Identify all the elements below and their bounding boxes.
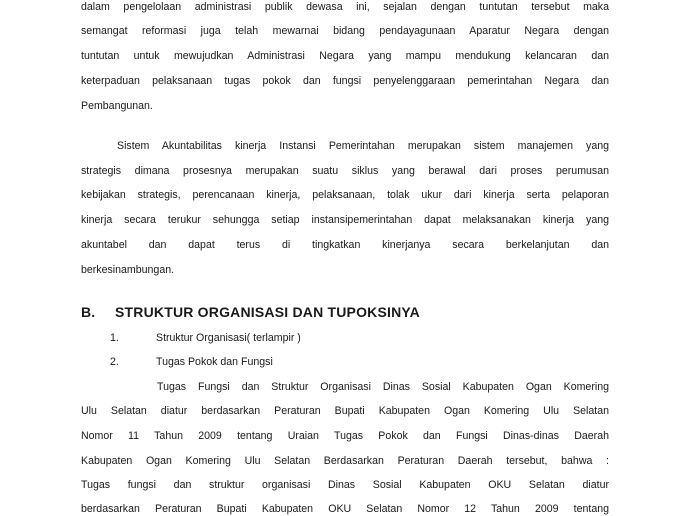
section-title: STRUKTUR ORGANISASI DAN TUPOKSINYA [115,304,420,320]
paragraph-2-line-5: akuntabel dan dapat terus di tingkatkan kinerjanya secara berkelanjutan dan [81,239,609,251]
paragraph-3-line-4: Kabupaten Ogan Komering Ulu Selatan Berdasarkan Peraturan Daerah tersebut, bahwa : [81,455,609,467]
paragraph-2-line-1: Sistem Akuntabilitas kinerja Instansi Pemerintahan merupakan sistem manajemen yang [117,140,609,152]
paragraph-3-line-1: Tugas Fungsi dan Struktur Organisasi Dinas Sosial Kabupaten Ogan Komering [157,381,609,393]
section-heading [81,304,609,320]
paragraph-3-line-2: Ulu Selatan diatur berdasarkan Peraturan Bupati Kabupaten Ogan Komering Ulu Selatan [81,405,609,417]
list-item-1-number: 1. [110,332,119,344]
paragraph-1-line-1: dalam pengelolaan administrasi publik dewasa ini, sejalan dengan tuntutan tersebut maka [81,1,609,13]
paragraph-2-line-3: kebijakan strategis, perencanaan kinerja, pelaksanaan, tolak ukur dari kinerja serta pelaporan [81,189,609,201]
section-letter: B. [81,304,96,320]
list-item-1-text: Struktur Organisasi( terlampir ) [156,332,301,344]
paragraph-1-line-3: tuntutan untuk mewujudkan Administrasi Negara yang mampu mendukung kelancaran dan [81,50,609,62]
paragraph-1-line-2: semangat reformasi juga telah mewarnai bidang pendayagunaan Aparatur Negara dengan [81,25,609,37]
paragraph-3-line-5: Tugas fungsi dan struktur organisasi Dinas Sosial Kabupaten OKU Selatan diatur [81,479,609,491]
list-item-2-number: 2. [110,356,119,368]
paragraph-2-line-6: berkesinambungan. [81,264,175,276]
paragraph-1-line-5: Pembangunan. [81,100,153,112]
paragraph-1-line-4: keterpaduan pelaksanaan tugas pokok dan fungsi penyelenggaraan pemerintahan Negara dan [81,75,609,87]
paragraph-3-line-3: Nomor 11 Tahun 2009 tentang Uraian Tugas Pokok dan Fungsi Dinas-dinas Daerah [81,430,609,442]
paragraph-2-line-4: kinerja secara terukur sehungga setiap instansipemerintahan dapat melaksanakan kinerja yang [81,214,609,226]
paragraph-3-line-6: berdasarkan Peraturan Bupati Kabupaten OKU Selatan Nomor 12 Tahun 2009 tentang [81,503,609,515]
paragraph-2-line-2: strategis dimana prosesnya merupakan suatu siklus yang berawal dari proses perumusan [81,165,609,177]
list-item-2-text: Tugas Pokok dan Fungsi [156,356,273,368]
